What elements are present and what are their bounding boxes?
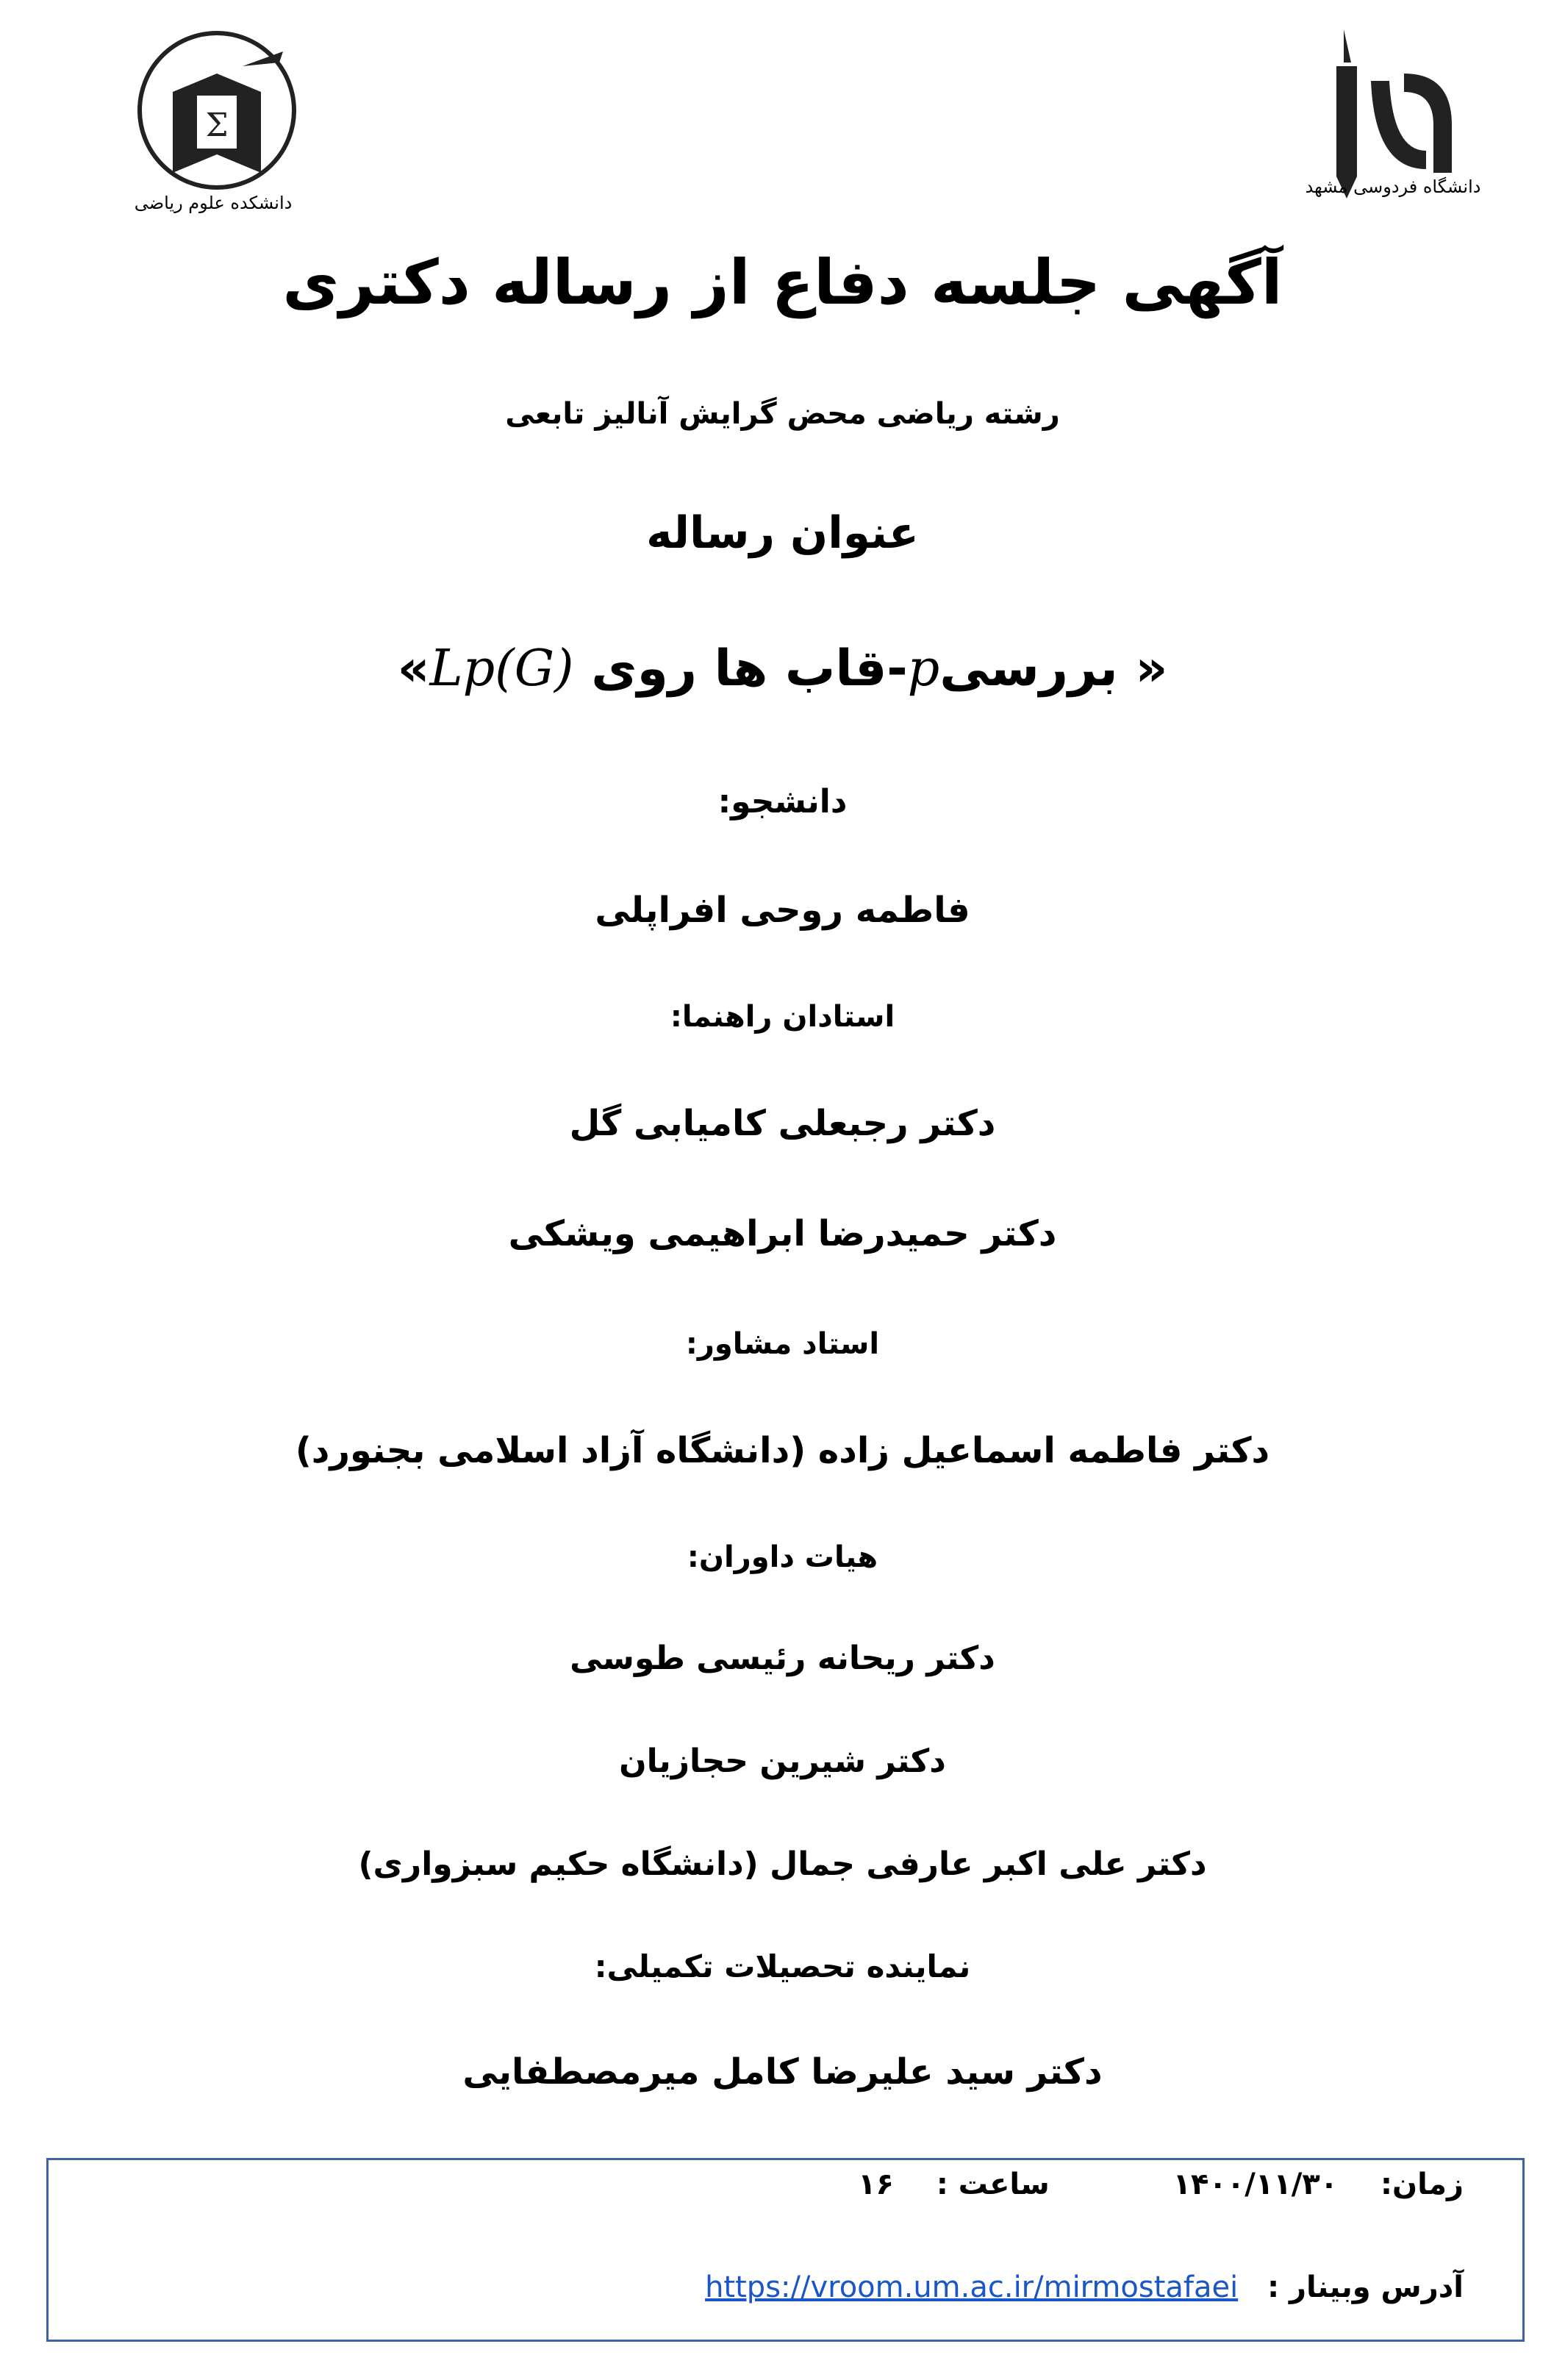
supervisor-name: دکتر حمیدرضا ابراهیمی ویشکی — [508, 1213, 1057, 1254]
jury-label: هیات داوران: — [687, 1540, 878, 1574]
thesis-title-close: » — [397, 640, 430, 698]
field-subtitle: رشته ریاضی محض گرایش آنالیز تابعی — [505, 397, 1060, 431]
time-label: ساعت : — [936, 2168, 1050, 2201]
faculty-logo-caption: دانشکده علوم ریاضی — [134, 193, 293, 213]
grad-rep-label: نماینده تحصیلات تکمیلی: — [594, 1948, 971, 1984]
date-time-row — [858, 2168, 1464, 2201]
jury-member: دکتر شیرین حجازیان — [619, 1743, 946, 1780]
grad-rep-name: دکتر سید علیرضا کامل میرمصطفایی — [462, 2051, 1103, 2093]
thesis-title — [0, 640, 1565, 698]
session-info-box — [46, 2158, 1525, 2342]
thesis-title-label: عنوان رساله — [646, 507, 919, 559]
supervisor-name: دکتر رجبعلی کامیابی گل — [569, 1103, 996, 1144]
thesis-title-open: « بررسی — [939, 640, 1168, 698]
webinar-link[interactable]: https://vroom.um.ac.ir/mirmostafaei — [705, 2270, 1239, 2304]
math-expression: Lp(G) — [429, 640, 574, 698]
jury-member: دکتر ریحانه رئیسی طوسی — [570, 1640, 995, 1677]
p-symbol: p — [907, 640, 940, 698]
student-name: فاطمه روحی افراپلی — [595, 890, 970, 931]
advisor-label: استاد مشاور: — [685, 1327, 880, 1361]
page-title: آگهی جلسه دفاع از رساله دکتری — [282, 246, 1283, 318]
jury-member: دکتر علی اکبر عارفی جمال (دانشگاه حکیم سبزواری) — [358, 1845, 1207, 1883]
webinar-label: آدرس وبینار : — [1267, 2270, 1464, 2304]
time-value: ۱۶ — [858, 2168, 894, 2201]
date-value: ۱۴۰۰/۱۱/۳۰ — [1172, 2168, 1339, 2201]
student-label: دانشجو: — [717, 783, 848, 821]
svg-text:Σ: Σ — [205, 107, 229, 144]
advisor-name: دکتر فاطمه اسماعیل زاده (دانشگاه آزاد اسلامی بجنورد) — [295, 1430, 1270, 1471]
thesis-title-middle: -قاب ها روی — [591, 640, 908, 698]
date-label: زمان: — [1380, 2168, 1464, 2201]
supervisors-label: استادان راهنما: — [670, 1000, 895, 1034]
university-logo-caption: دانشگاه فردوسی مشهد — [1305, 176, 1481, 197]
webinar-row — [705, 2270, 1464, 2304]
